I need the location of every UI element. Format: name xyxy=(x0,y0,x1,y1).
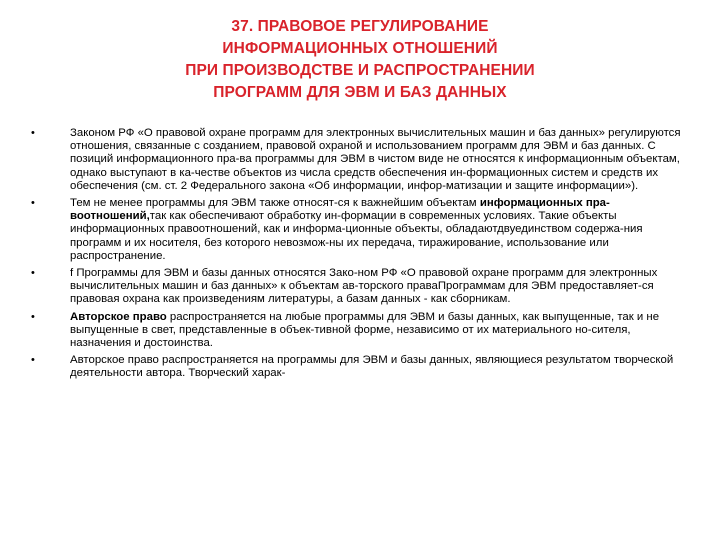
bullet-item-copyright-scope xyxy=(26,311,686,351)
slide-title-line: ИНФОРМАЦИОННЫХ ОТНОШЕНИЙ xyxy=(222,40,498,57)
bullet-text-suffix: так как обеспечивают обработку ин-формации в современных условиях. Такие объекты информационных правоотношений, как и информа-ционные объекты, обладаютдвуединством содержа-ния программ и их носителя, без которого невозмож-ны их передача, тиражирование, использование или распространение. xyxy=(70,210,643,262)
bullet-marker: • xyxy=(31,267,35,280)
slide-title-line: 37. ПРАВОВОЕ РЕГУЛИРОВАНИЕ xyxy=(231,18,489,35)
bullet-list xyxy=(26,127,686,385)
slide-title-line: ПРОГРАММ ДЛЯ ЭВМ И БАЗ ДАННЫХ xyxy=(213,84,507,101)
bullet-text-emphasis: Авторское право xyxy=(70,310,167,323)
slide-title-line: ПРИ ПРОИЗВОДСТВЕ И РАСПРОСТРАНЕНИИ xyxy=(185,62,535,79)
bullet-marker: • xyxy=(31,354,35,367)
bullet-text-emphasis: информационных пра-воотношений, xyxy=(70,197,610,223)
bullet-marker: • xyxy=(31,127,35,139)
bullet-marker: • xyxy=(31,197,35,210)
bullet-text-suffix: распространяется на любые программы для ЭВМ и базы данных, как выпущенные, так и не выпущенные в свет, представленные в объек-тивной форме, независимо от их материального но-сителя, назначения и достоинства. xyxy=(70,310,660,350)
bullet-item-information-relations xyxy=(26,197,686,263)
bullet-text: f Программы для ЭВМ и базы данных относятся Зако-ном РФ «О правовой охране программ для электронных вычислительных машин и баз данных» к объектам ав-торского праваПрограммам для ЭВМ предоставляет-ся правовая охрана как произведениям литературы, а базам данных - как сборникам. xyxy=(70,267,658,306)
bullet-marker: • xyxy=(31,310,35,323)
bullet-text: Законом РФ «О правовой охране программ для электронных вычислительных машин и баз данных» регулируются отношения, связанные с созданием, правовой охраной и использованием программ для ЭВМ и баз данных. С позиций информационного пра-ва программы для ЭВМ в чистом виде не относятся к информационным объектам, однако выступают в ка-честве объектов из числа средств обеспечения ин-формационных систем и средств их обеспечения (см. ст. 2 Федерального закона «Об информации, инфор-матизации и защите информации»). xyxy=(70,127,681,192)
bullet-text-prefix: Тем не менее программы для ЭВМ также относят-ся к важнейшим объектам xyxy=(70,197,480,210)
bullet-item-law-regulation xyxy=(26,127,686,193)
bullet-text: Авторское право распространяется на программы для ЭВМ и базы данных, являющиеся результатом творческой деятельности автора. Творческий харак- xyxy=(70,354,674,380)
bullet-item-copyright-objects xyxy=(26,267,686,307)
bullet-item-creative-work xyxy=(26,354,686,380)
slide-title xyxy=(120,16,600,104)
